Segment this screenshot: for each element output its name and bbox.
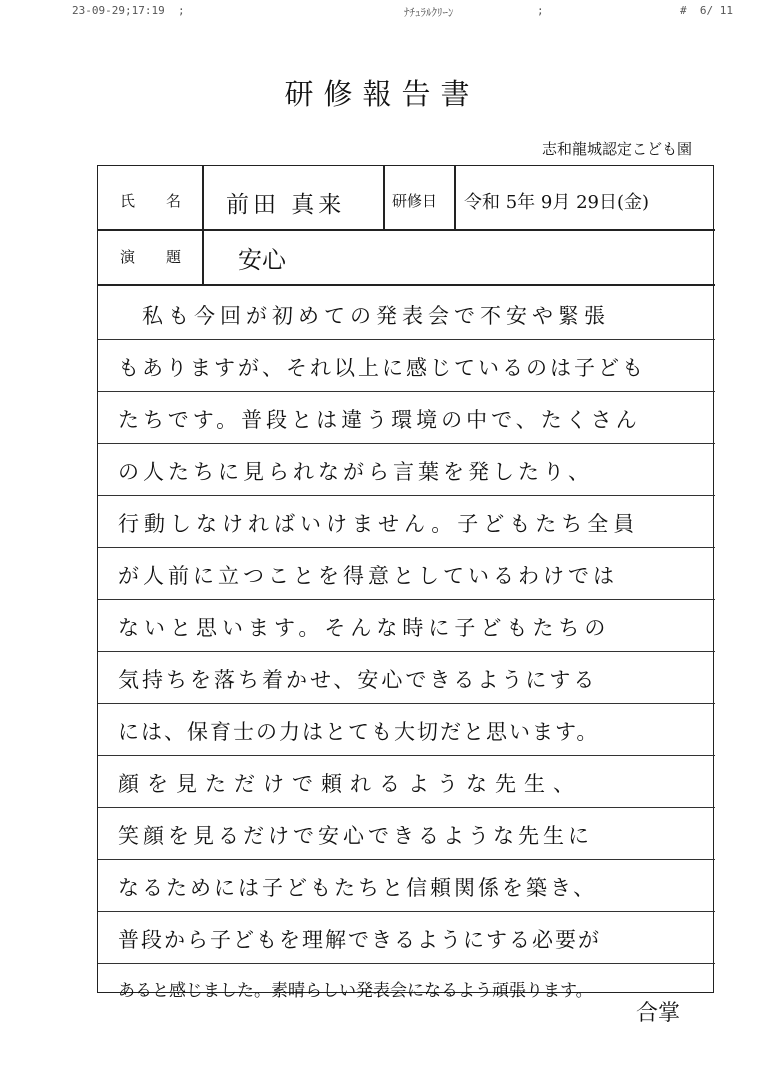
row-divider xyxy=(98,284,715,286)
body-text-line: もありますが、それ以上に感じているのは子ども xyxy=(118,356,646,380)
topic-value: 安心 xyxy=(238,246,286,274)
name-value: 前田 真来 xyxy=(226,192,346,218)
body-text-line: 顔を見ただけで頼れるような先生、 xyxy=(118,772,582,796)
ruled-line xyxy=(98,963,715,964)
ruled-line xyxy=(98,599,715,600)
ruled-line xyxy=(98,911,715,912)
report-form xyxy=(97,165,714,1001)
ruled-line xyxy=(98,547,715,548)
body-text-line: あると感じました。素晴らしい発表会になるよう頑張ります。 xyxy=(118,981,593,1001)
fax-page-number: # 6/ 11 xyxy=(680,4,733,17)
organization-name: 志和龍城認定こども園 xyxy=(541,140,692,158)
fax-separator: ; xyxy=(537,4,544,17)
document-title: 研修報告書 xyxy=(284,77,480,111)
ruled-line xyxy=(98,755,715,756)
body-text-line: 笑顔を見るだけで安心できるような先生に xyxy=(118,824,593,848)
ruled-line xyxy=(98,807,715,808)
ruled-line xyxy=(98,651,715,652)
col-divider xyxy=(202,166,204,284)
body-text-line: 気持ちを落ち着かせ、安心できるようにする xyxy=(118,668,598,692)
body-text-line: には、保育士の力はとても大切だと思います。 xyxy=(118,720,600,744)
name-label: 氏 名 xyxy=(120,192,190,210)
topic-label: 演 題 xyxy=(120,248,190,266)
body-text-line: 行動しなければいけません。子どもたち全員 xyxy=(118,512,640,536)
ruled-line xyxy=(98,495,715,496)
body-text-line: の人たちに見られながら言葉を発したり、 xyxy=(118,460,593,484)
body-text-line: たちです。普段とは違う環境の中で、たくさん xyxy=(118,408,641,432)
closing-gassho: 合掌 xyxy=(636,1001,681,1026)
body-text-line: 普段から子どもを理解できるようにする必要が xyxy=(118,928,601,952)
ruled-line xyxy=(98,391,715,392)
date-label: 研修日 xyxy=(392,192,438,210)
ruled-line xyxy=(98,703,715,704)
body-text-line: 私も今回が初めての発表会で不安や緊張 xyxy=(142,304,610,328)
ruled-line xyxy=(98,339,715,340)
body-text-line: が人前に立つことを得意としているわけでは xyxy=(118,564,618,588)
ruled-line xyxy=(98,859,715,860)
body-text-line: なるためには子どもたちと信頼関係を築き、 xyxy=(118,876,598,900)
ruled-line xyxy=(98,443,715,444)
fax-timestamp: 23-09-29;17:19 ; xyxy=(72,4,185,17)
fax-sender: ﾅﾁｭﾗﾙｸﾘｰﾝ xyxy=(404,6,454,19)
col-divider xyxy=(383,166,385,229)
body-text-line: ないと思います。そんな時に子どもたちの xyxy=(118,616,611,640)
row-divider xyxy=(98,229,715,231)
fax-header xyxy=(0,4,764,20)
date-value: 令和 5年 9月 29日(金) xyxy=(464,192,650,213)
col-divider xyxy=(454,166,456,229)
